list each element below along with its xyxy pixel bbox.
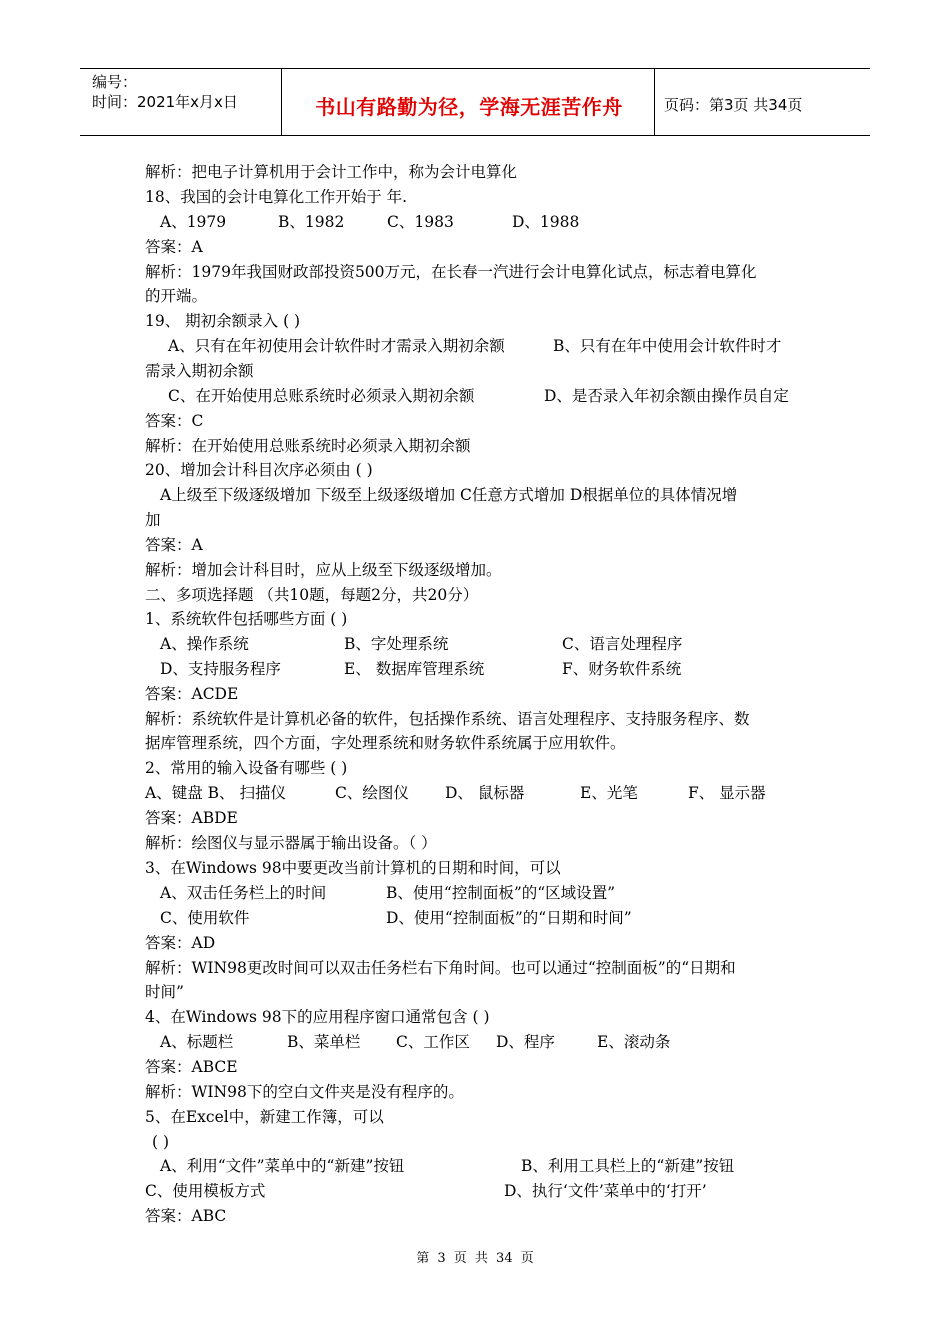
- header-divider-left: [281, 68, 282, 136]
- text-line: 解析：WIN98下的空白文件夹是没有程序的。: [145, 1083, 464, 1101]
- text-line: 解析：绘图仪与显示器属于输出设备。（ ）: [145, 834, 437, 852]
- text-line: 19、 期初余额录入 ( ): [145, 312, 301, 330]
- text-line: B、只有在年中使用会计软件时才: [553, 337, 782, 355]
- text-line: 解析：WIN98更改时间可以双击任务栏右下角时间。也可以通过“控制面板”的“日期和: [145, 959, 736, 977]
- text-line: E、光笔: [580, 784, 638, 802]
- text-line: E、 数据库管理系统: [344, 660, 485, 678]
- text-line: D、程序: [496, 1033, 555, 1051]
- text-line: B、使用“控制面板”的“区域设置”: [386, 884, 616, 902]
- page-footer: 第 3 页 共 34 页: [416, 1251, 534, 1266]
- text-line: C、工作区: [396, 1033, 470, 1051]
- text-line: C、绘图仪: [335, 784, 409, 802]
- text-line: 时间”: [145, 983, 184, 1001]
- text-line: C、1983: [387, 213, 454, 231]
- text-line: B、1982: [278, 213, 345, 231]
- text-line: 4、在Windows 98下的应用程序窗口通常包含 ( ): [145, 1008, 490, 1026]
- text-line: 答案：AD: [145, 934, 216, 952]
- text-line: A、只有在年初使用会计软件时才需录入期初余额: [168, 337, 505, 355]
- text-line: 解析：在开始使用总账系统时必须录入期初余额: [145, 437, 471, 455]
- text-line: 3、在Windows 98中要更改当前计算机的日期和时间，可以: [145, 859, 561, 877]
- text-line: D、支持服务程序: [160, 660, 281, 678]
- header-top-rule: [80, 68, 870, 69]
- text-line: 答案：C: [145, 412, 204, 430]
- text-line: 5、在Excel中，新建工作簿，可以: [145, 1108, 384, 1126]
- text-line: 需录入期初余额: [145, 362, 254, 380]
- text-line: 的开端。: [145, 287, 208, 305]
- text-line: C、使用模板方式: [145, 1182, 266, 1200]
- text-line: A、1979: [160, 213, 227, 231]
- header-bottom-rule: [80, 135, 870, 136]
- text-line: 答案：A: [145, 238, 203, 256]
- text-line: A、标题栏: [160, 1033, 234, 1051]
- text-line: 解析：增加会计科目时，应从上级至下级逐级增加。: [145, 561, 502, 579]
- text-line: D、1988: [512, 213, 580, 231]
- text-line: 答案：ABDE: [145, 809, 238, 827]
- document-number-label: 编号：: [92, 73, 138, 91]
- text-line: E、滚动条: [597, 1033, 671, 1051]
- header-divider-right: [654, 68, 655, 136]
- text-line: F、 显示器: [688, 784, 766, 802]
- header-page-number: 页码：第3页 共34页: [664, 96, 803, 114]
- text-line: 18、我国的会计电算化工作开始于 年.: [145, 188, 408, 206]
- text-line: D、是否录入年初余额由操作员自定: [544, 387, 789, 405]
- text-line: C、使用软件: [160, 909, 250, 927]
- text-line: A、键盘 B、 扫描仪: [145, 784, 286, 802]
- header-motto: 书山有路勤为径，学海无涯苦作舟: [315, 95, 623, 119]
- text-line: A、操作系统: [160, 635, 249, 653]
- text-line: D、执行‘文件’菜单中的‘打开’: [504, 1182, 707, 1200]
- text-line: 解析：1979年我国财政部投资500万元，在长春一汽进行会计电算化试点，标志着电算化: [145, 263, 757, 281]
- text-line: C、在开始使用总账系统时必须录入期初余额: [168, 387, 475, 405]
- text-line: C、语言处理程序: [562, 635, 683, 653]
- text-line: 2、常用的输入设备有哪些 ( ): [145, 759, 348, 777]
- text-line: 1、系统软件包括哪些方面 ( ): [145, 610, 348, 628]
- text-line: B、菜单栏: [287, 1033, 361, 1051]
- text-line: 20、增加会计科目次序必须由 ( ): [145, 461, 373, 479]
- text-line: B、利用工具栏上的“新建”按钮: [521, 1157, 735, 1175]
- text-line: D、 鼠标器: [445, 784, 525, 802]
- text-line: 解析：系统软件是计算机必备的软件，包括操作系统、语言处理程序、支持服务程序、数: [145, 710, 750, 728]
- text-line: ( ): [152, 1133, 170, 1151]
- text-line: 答案：ABCE: [145, 1058, 238, 1076]
- document-date: 时间：2021年x月x日: [92, 93, 238, 111]
- text-line: 解析：把电子计算机用于会计工作中，称为会计电算化: [145, 163, 518, 181]
- text-line: 答案：ACDE: [145, 685, 239, 703]
- text-line: 二、多项选择题 （共10题，每题2分，共20分）: [145, 586, 479, 604]
- text-line: 答案：ABC: [145, 1207, 227, 1225]
- text-line: A、双击任务栏上的时间: [160, 884, 327, 902]
- text-line: A上级至下级逐级增加 下级至上级逐级增加 C任意方式增加 D根据单位的具体情况增: [160, 486, 738, 504]
- text-line: 加: [145, 511, 161, 529]
- text-line: 据库管理系统，四个方面，字处理系统和财务软件系统属于应用软件。: [145, 734, 626, 752]
- text-line: A、利用“文件”菜单中的“新建”按钮: [160, 1157, 405, 1175]
- text-line: F、财务软件系统: [562, 660, 682, 678]
- text-line: D、使用“控制面板”的“日期和时间”: [386, 909, 632, 927]
- text-line: B、字处理系统: [344, 635, 449, 653]
- text-line: 答案：A: [145, 536, 203, 554]
